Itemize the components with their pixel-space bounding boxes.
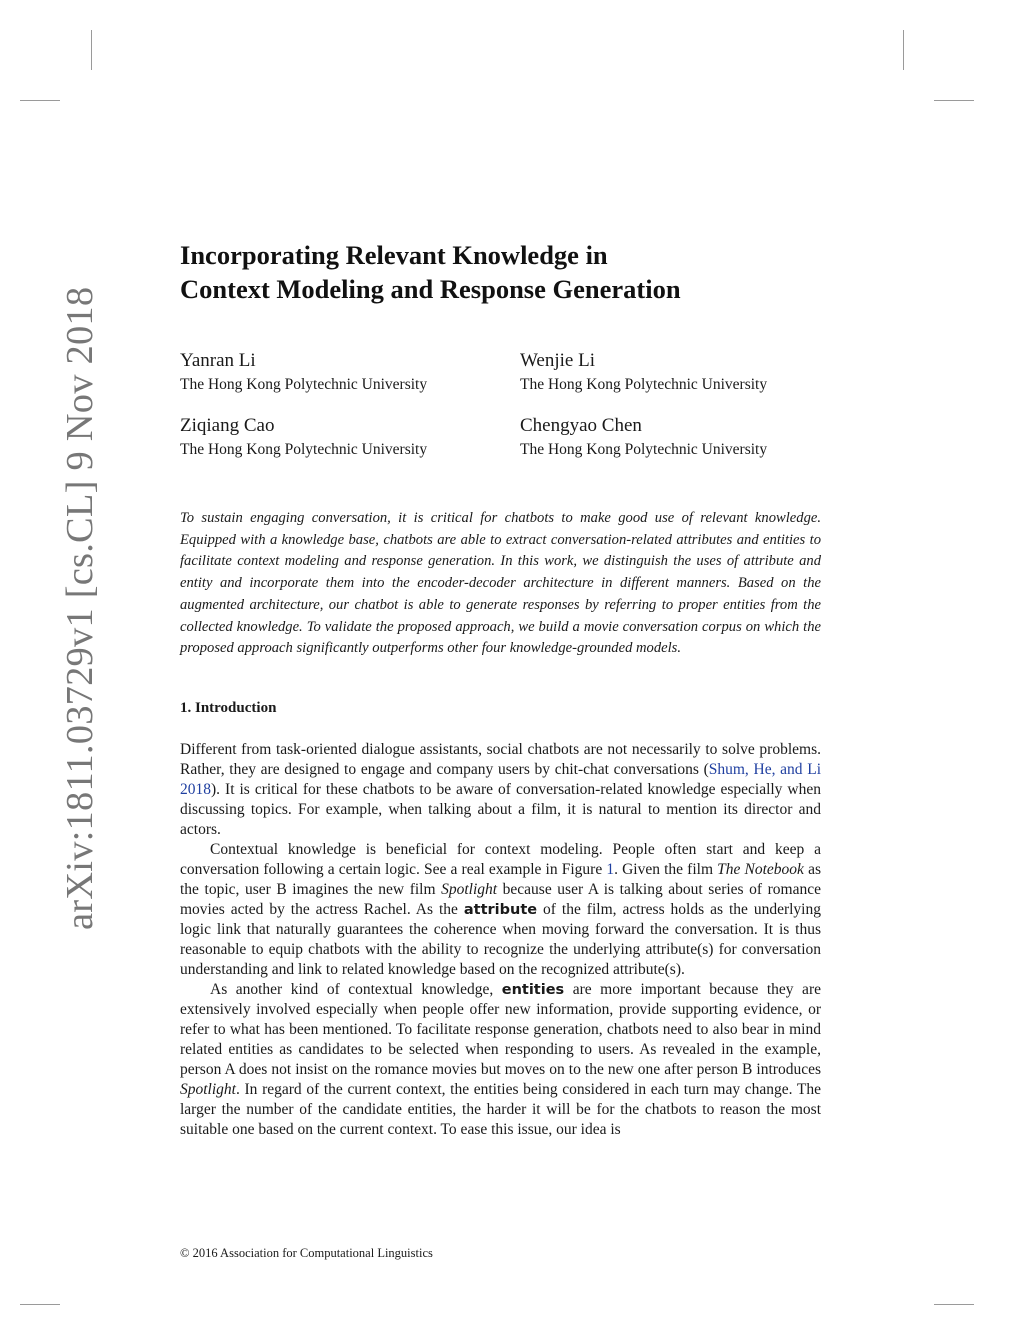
paragraph: [180, 980, 821, 1140]
author-affiliation: The Hong Kong Polytechnic University: [180, 376, 428, 393]
paper-title: [180, 238, 840, 306]
title-line-2: Context Modeling and Response Generation: [180, 274, 681, 304]
text-run: ). It is critical for these chatbots to be aware of conversation-related knowledge especially when discussing topics. For example, when talking about a film, it is natural to mention its director and actors.: [180, 781, 821, 838]
title-line-1: Incorporating Relevant Knowledge in: [180, 240, 608, 270]
text-run: As another kind of contextual knowledge,: [210, 981, 502, 998]
text-run: of the film, actress holds as the underlying logic link that naturally guarantees the coherence when moving forward the conversation. It is thus reasonable to equip chatbots with the ability to recognize the underlying attribute(s) for conversation understanding and link to related knowledge based on the recognized attribute(s).: [180, 901, 821, 978]
film-title: Spotlight: [441, 881, 498, 898]
author-affiliation: The Hong Kong Polytechnic University: [180, 441, 428, 458]
author-name: Chengyao Chen: [520, 415, 642, 436]
term-entities: entities: [501, 982, 565, 998]
crop-mark-left-lower: [20, 1304, 60, 1305]
crop-mark-right-lower: [934, 1304, 974, 1305]
author-block: [180, 349, 510, 395]
introduction-body: [180, 740, 821, 1140]
crop-mark-left-upper: [20, 100, 60, 101]
arxiv-identifier: [20, 286, 101, 930]
text-run: are more important because they are extensively involved especially when people offer new information, provide supporting evidence, or refer to what has been mentioned. To facilitate response generation, chatbots need to also bear in mind related entities as candidates to be selected when responding to users. As revealed in the example, person A does not insist on the romance movies but moves on to the new one after person B introduces: [180, 981, 821, 1078]
text-run: . Given the film: [614, 861, 718, 878]
text-run: . In regard of the current context, the entities being considered in each turn may change. The larger the number of the candidate entities, the harder it will be for the chatbots to reason the most suitable one based on the current context. To ease this issue, our idea is: [180, 1081, 821, 1138]
paragraph: [180, 840, 821, 980]
figure-link[interactable]: 1: [606, 861, 615, 878]
paragraph: [180, 740, 821, 840]
section-heading: 1. Introduction: [180, 700, 277, 716]
author-affiliation: The Hong Kong Polytechnic University: [520, 376, 768, 393]
film-title: The Notebook: [717, 861, 804, 878]
crop-mark-top-right: [903, 30, 904, 70]
term-attribute: attribute: [463, 902, 538, 918]
author-affiliation: The Hong Kong Polytechnic University: [520, 441, 768, 458]
crop-mark-right-upper: [934, 100, 974, 101]
author-name: Ziqiang Cao: [180, 415, 275, 436]
copyright-notice: © 2016 Association for Computational Linguistics: [180, 1246, 433, 1260]
text-run: because user A is talking about series of romance movies acted by the actress Rachel. As the: [180, 881, 821, 918]
film-title: Spotlight: [180, 1081, 236, 1098]
author-block: [520, 414, 850, 460]
text-run: Contextual knowledge is beneficial for context modeling. People often start and keep a conversation following a certain logic. See a real example in Figure: [180, 841, 821, 878]
citation-link[interactable]: Shum, He, and Li 2018: [180, 761, 821, 798]
abstract: To sustain engaging conversation, it is critical for chatbots to make good use of relevant knowledge. Equipped with a knowledge base, chatbots are able to extract conversation-related attributes and entities to facilitate context modeling and response generation. In this work, we distinguish the uses of attribute and entity and incorporate them into the encoder-decoder architecture in different manners. Based on the augmented architecture, our chatbot is able to generate responses by referring to proper entities from the collected knowledge. To validate the proposed approach, we build a movie conversation corpus on which the proposed approach significantly outperforms other four knowledge-grounded models.: [180, 510, 821, 657]
crop-mark-top-left: [91, 30, 92, 70]
author-block: [520, 349, 850, 395]
text-run: Different from task-oriented dialogue assistants, social chatbots are not necessarily to solve problems. Rather, they are designed to engage and company users by chit-chat conversations (: [180, 741, 821, 778]
author-name: Yanran Li: [180, 350, 256, 371]
text-run: as the topic, user B imagines the new film: [180, 861, 821, 898]
arxiv-identifier-text: arXiv:1811.03729v1 [cs.CL] 9 Nov 2018: [59, 286, 101, 930]
author-name: Wenjie Li: [520, 350, 595, 371]
author-block: [180, 414, 510, 460]
